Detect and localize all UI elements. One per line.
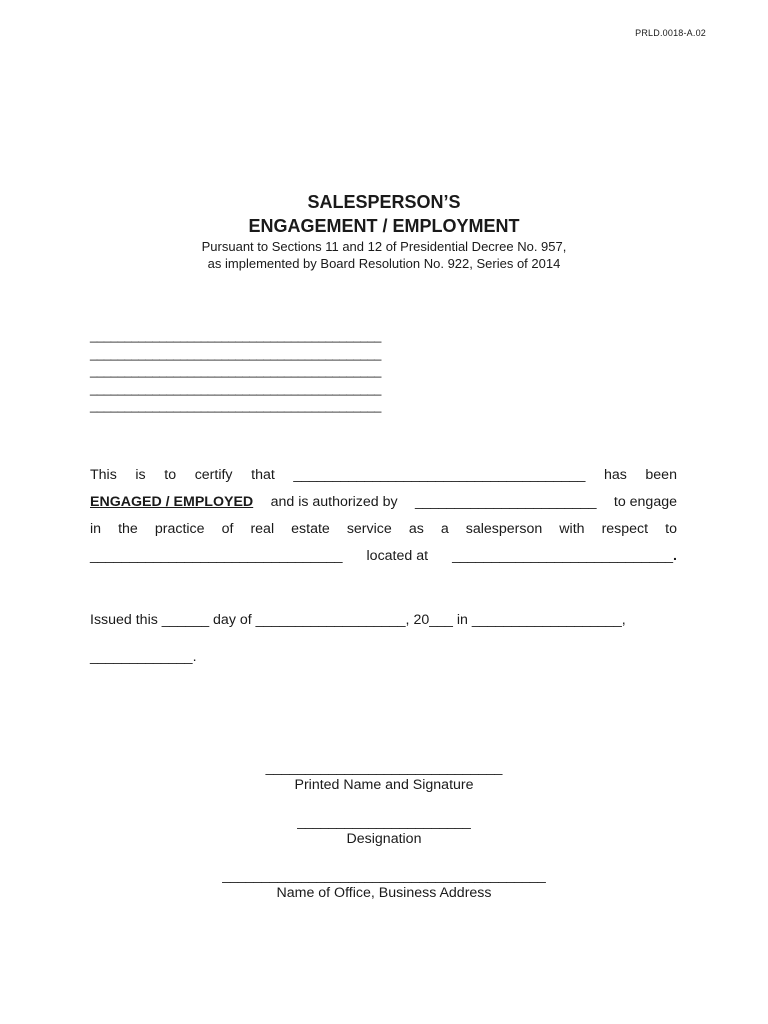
addressee-line: __________________________________________ — [90, 345, 382, 361]
word: respect — [601, 521, 649, 537]
signature-block-printed-name — [0, 760, 768, 794]
word: real — [250, 521, 275, 537]
text-segment: located at — [366, 548, 429, 564]
issued-place-blank: _____________. — [90, 649, 197, 665]
signature-blank: ______________________________ — [265, 760, 503, 776]
signature-block-office — [0, 868, 768, 902]
authorizer-blank: _______________________ — [414, 494, 597, 510]
document-subtitle-line-2: as implemented by Board Resolution No. 922, Series of 2014 — [207, 256, 561, 271]
paragraph-line-1 — [90, 462, 677, 489]
word: in — [90, 521, 102, 537]
signature-label: Printed Name and Signature — [294, 777, 474, 793]
paragraph-line-4 — [90, 543, 677, 570]
word: practice — [154, 521, 205, 537]
office-blank: _________________________________________ — [222, 868, 546, 884]
engaged-employed-label: ENGAGED / EMPLOYED — [90, 494, 254, 510]
word: salesperson — [465, 521, 543, 537]
title-block — [0, 190, 768, 272]
word: This — [90, 467, 117, 483]
addressee-line: __________________________________________ — [90, 380, 382, 396]
word: with — [559, 521, 585, 537]
designation-blank: ______________________ — [297, 814, 471, 830]
text-segment: to engage — [613, 494, 677, 510]
location-blank: ____________________________ — [452, 548, 674, 564]
period: . — [673, 548, 677, 564]
location-blank-group — [452, 543, 677, 570]
word: that — [251, 467, 275, 483]
salesperson-name-blank: _____________________________________ — [293, 467, 586, 483]
addressee-block — [90, 327, 381, 415]
word: has — [603, 467, 627, 483]
word: estate — [291, 521, 330, 537]
addressee-line: __________________________________________ — [90, 363, 382, 378]
signature-block-designation — [0, 814, 768, 848]
document-title-line-1: SALESPERSON’S — [307, 192, 461, 212]
paragraph-line-3 — [90, 516, 677, 543]
form-code: PRLD.0018-A.02 — [635, 28, 706, 38]
addressee-line: __________________________________________ — [90, 398, 382, 413]
word: to — [164, 467, 177, 483]
word: is — [135, 467, 146, 483]
certification-paragraph — [90, 462, 677, 570]
word: of — [221, 521, 234, 537]
word: been — [645, 467, 677, 483]
designation-label: Designation — [346, 831, 422, 847]
word: certify — [194, 467, 233, 483]
document-title-line-2: ENGAGEMENT / EMPLOYMENT — [248, 216, 520, 236]
paragraph-line-2 — [90, 489, 677, 516]
word: the — [118, 521, 138, 537]
text-segment: and is authorized by — [270, 494, 398, 510]
addressee-line: __________________________________________ — [90, 328, 382, 343]
project-blank: ________________________________ — [90, 548, 343, 564]
word: as — [408, 521, 424, 537]
office-label: Name of Office, Business Address — [276, 885, 492, 901]
word: to — [665, 521, 677, 537]
word: service — [346, 521, 392, 537]
word: a — [440, 521, 449, 537]
issued-line: Issued this ______ day of ___________________, 20___ in ___________________, — [90, 612, 626, 628]
document-subtitle-line-1: Pursuant to Sections 11 and 12 of Presidential Decree No. 957, — [201, 239, 567, 254]
